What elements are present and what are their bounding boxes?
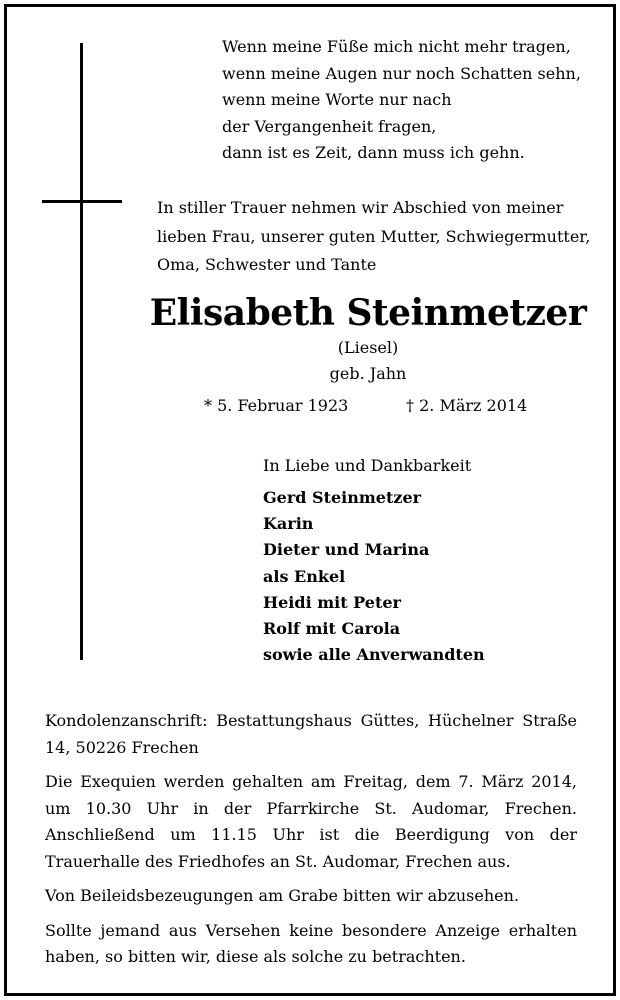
intro-line: lieben Frau, unserer guten Mutter, Schwiegermutter, [157,226,591,246]
poem-line: dann ist es Zeit, dann muss ich gehn. [222,143,525,162]
mourner: Karin [263,514,314,534]
intro-line: Oma, Schwester und Tante [157,255,377,274]
mourner: Heidi mit Peter [263,592,401,612]
mourner: Dieter und Marina [263,540,430,560]
poem-line: wenn meine Augen nur noch Schatten sehn, [222,63,581,83]
notice-note: Sollte jemand aus Versehen keine besondere Anzeige erhalten haben, so bitten wir, diese als solche zu betrachten. [45,920,577,966]
poem-line: der Vergangenheit fragen, [222,116,437,136]
exequies-info: Die Exequien werden gehalten am Freitag, dem 7. März 2014, um 10.30 Uhr in der Pfarrkirche St. Audomar, Frechen. Anschließend um 11.15 Uhr ist die Beerdigung von der Trauerhalle des Friedhofes an St. Audomar, Frechen aus. [45,772,577,871]
no-condolences-note: Von Beileidsbezeugungen am Grabe bitten wir abzusehen. [45,886,520,905]
poem-line: Wenn meine Füße mich nicht mehr tragen, [222,37,571,56]
mourners-list [263,485,485,668]
footer-info [45,708,577,980]
cross-icon-horizontal [42,200,122,203]
poem-line: wenn meine Worte nur nach [222,90,452,109]
birth-date: * 5. Februar 1923 [204,396,349,415]
poem [222,34,581,167]
deceased-name: Elisabeth Steinmetzer [149,292,587,334]
condolence-address: Kondolenzanschrift: Bestattungshaus Güttes, Hüchelner Straße 14, 50226 Frechen [45,711,577,757]
intro-text [157,194,591,280]
mourner: Gerd Steinmetzer [263,488,422,507]
mourner: sowie alle Anverwandten [263,645,485,665]
dedication: In Liebe und Dankbarkeit [263,456,472,475]
death-date: † 2. März 2014 [406,396,528,415]
intro-line: In stiller Trauer nehmen wir Abschied von meiner [157,198,564,217]
mourner: als Enkel [263,566,346,586]
maiden-name: geb. Jahn [329,364,407,383]
deceased-nickname: (Liesel) [337,338,399,357]
mourner: Rolf mit Carola [263,619,401,639]
